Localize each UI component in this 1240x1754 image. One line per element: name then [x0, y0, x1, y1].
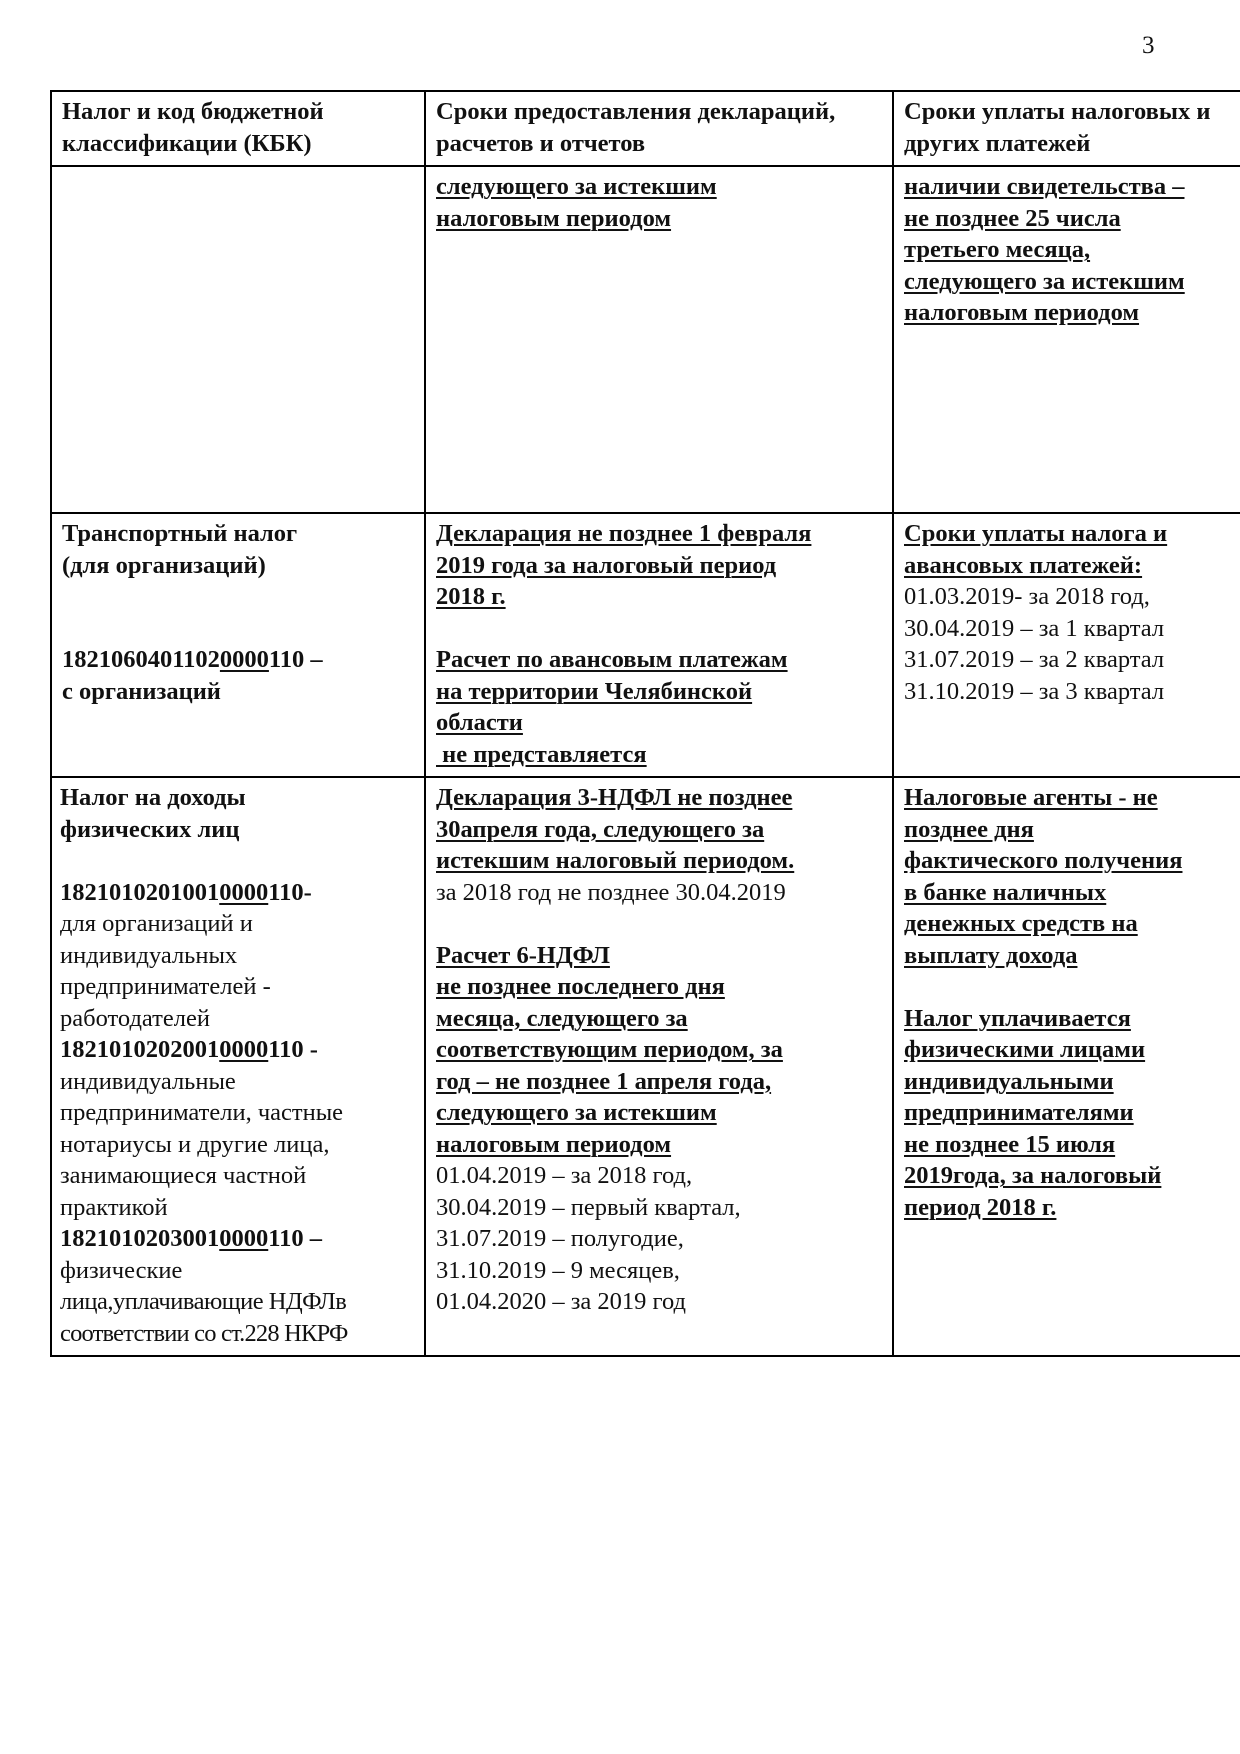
agents-line: позднее дня: [904, 815, 1034, 843]
calc-6ndfl-line: следующего за истекшим: [436, 1099, 717, 1126]
agents-line: Налоговые агенты - не: [904, 784, 1158, 811]
individuals-line: индивидуальными: [904, 1067, 1114, 1095]
tax-name: Налог на доходы: [60, 784, 246, 811]
declaration-line: истекшим налоговый периодом.: [436, 847, 795, 874]
cell-transport-payment: [893, 513, 1240, 777]
kbk-note: занимающиеся частной: [60, 1162, 307, 1189]
individuals-line: предпринимателями: [904, 1099, 1134, 1126]
declaration-line: Декларация 3-НДФЛ не позднее: [436, 784, 793, 811]
calc-6ndfl-line: не позднее последнего дня: [436, 973, 725, 1000]
text-line: следующего за истекшим: [904, 267, 1185, 295]
text-line: третьего месяца,: [904, 236, 1091, 263]
agents-line: фактического получения: [904, 847, 1183, 874]
individuals-line: период 2018 г.: [904, 1193, 1057, 1221]
advance-calc-line: не представляется: [436, 740, 647, 768]
calc-6ndfl-line: год – не позднее 1 апреля года,: [436, 1067, 772, 1095]
kbk-code: 18210102020010000110 -: [60, 1036, 318, 1063]
calc-6ndfl-date: 01.04.2019 – за 2018 год,: [436, 1162, 693, 1189]
header-declaration-deadlines: Сроки предоставления деклараций, расчетов и отчетов: [425, 91, 893, 166]
kbk-note: практикой: [60, 1193, 168, 1221]
declaration-line: 30апреля года, следующего за: [436, 815, 765, 843]
text-line: налоговым периодом: [904, 299, 1140, 326]
cell-ndfl-declaration: [425, 777, 893, 1356]
page-number: 3: [1142, 32, 1155, 59]
kbk-note: лица,уплачивающие НДФЛв: [60, 1288, 347, 1315]
calc-6ndfl-date: 30.04.2019 – первый квартал,: [436, 1193, 741, 1221]
header-tax-kbk: Налог и код бюджетной классификации (КБК): [51, 91, 425, 166]
payment-heading: Сроки уплаты налога и: [904, 520, 1168, 547]
tax-deadlines-table: [50, 90, 1240, 1357]
calc-6ndfl-line: соответствующим периодом, за: [436, 1036, 783, 1063]
kbk-note: нотариусы и другие лица,: [60, 1130, 330, 1158]
advance-calc-line: на территории Челябинской: [436, 677, 753, 705]
kbk-code: 18210102010010000110-: [60, 878, 312, 906]
payment-date: 30.04.2019 – за 1 квартал: [904, 614, 1165, 642]
table-row-continued: [51, 166, 1240, 513]
text-line: наличии свидетельства –: [904, 173, 1185, 200]
calc-6ndfl-date: 31.07.2019 – полугодие,: [436, 1225, 684, 1252]
tax-name: Транспортный налог: [62, 520, 298, 547]
agents-line: в банке наличных: [904, 878, 1107, 906]
advance-calc-line: области: [436, 709, 523, 736]
header-payment-deadlines: Сроки уплаты налоговых и других платежей: [893, 91, 1240, 166]
cell-transport-tax: [51, 513, 425, 777]
cell-continued-tax: [51, 166, 425, 513]
payment-heading: авансовых платежей:: [904, 551, 1143, 579]
text-line: налоговым периодом: [436, 204, 672, 232]
advance-calc-line: Расчет по авансовым платежам: [436, 646, 788, 673]
declaration-note: за 2018 год не позднее 30.04.2019: [436, 878, 786, 906]
declaration-line: 2019 года за налоговый период: [436, 551, 777, 579]
tax-name-sub: физических лиц: [60, 815, 240, 843]
kbk-note: для организаций и: [60, 910, 253, 937]
cell-ndfl-payment: [893, 777, 1240, 1356]
table-header-row: [51, 91, 1240, 166]
payment-date: 31.07.2019 – за 2 квартал: [904, 646, 1165, 673]
kbk-note: с организаций: [62, 677, 221, 705]
kbk-note: предприниматели, частные: [60, 1099, 344, 1126]
agents-line: денежных средств на: [904, 910, 1138, 937]
kbk-note: предпринимателей -: [60, 973, 271, 1000]
kbk-code: 18210604011020000110 –: [62, 646, 323, 673]
tax-name-sub: (для организаций): [62, 551, 266, 579]
kbk-note: физические: [60, 1256, 183, 1284]
cell-ndfl-tax: [51, 777, 425, 1356]
kbk-note: соответствии со ст.228 НКРФ: [60, 1319, 348, 1347]
declaration-line: Декларация не позднее 1 февраля: [436, 520, 812, 547]
kbk-note: индивидуальные: [60, 1067, 236, 1095]
payment-date: 01.03.2019- за 2018 год,: [904, 583, 1150, 610]
individuals-line: 2019года, за налоговый: [904, 1162, 1162, 1189]
agents-line: выплату дохода: [904, 941, 1078, 969]
table-row-transport-tax: [51, 513, 1240, 777]
payment-date: 31.10.2019 – за 3 квартал: [904, 677, 1165, 705]
kbk-note: индивидуальных: [60, 941, 238, 969]
individuals-line: не позднее 15 июля: [904, 1130, 1116, 1158]
individuals-line: физическими лицами: [904, 1036, 1146, 1063]
text-line: не позднее 25 числа: [904, 204, 1121, 232]
calc-6ndfl-date: 01.04.2020 – за 2019 год: [436, 1288, 687, 1315]
text-line: следующего за истекшим: [436, 173, 717, 200]
individuals-line: Налог уплачивается: [904, 1004, 1131, 1032]
calc-6ndfl-line: месяца, следующего за: [436, 1004, 688, 1032]
kbk-note: работодателей: [60, 1004, 210, 1032]
calc-6ndfl-line: налоговым периодом: [436, 1130, 672, 1158]
calc-6ndfl-title: Расчет 6-НДФЛ: [436, 941, 610, 969]
calc-6ndfl-date: 31.10.2019 – 9 месяцев,: [436, 1256, 680, 1284]
cell-continued-payment: [893, 166, 1240, 513]
kbk-code: 18210102030010000110 –: [60, 1225, 323, 1252]
declaration-line: 2018 г.: [436, 583, 506, 610]
cell-continued-declaration: [425, 166, 893, 513]
cell-transport-declaration: [425, 513, 893, 777]
table-row-ndfl: [51, 777, 1240, 1356]
